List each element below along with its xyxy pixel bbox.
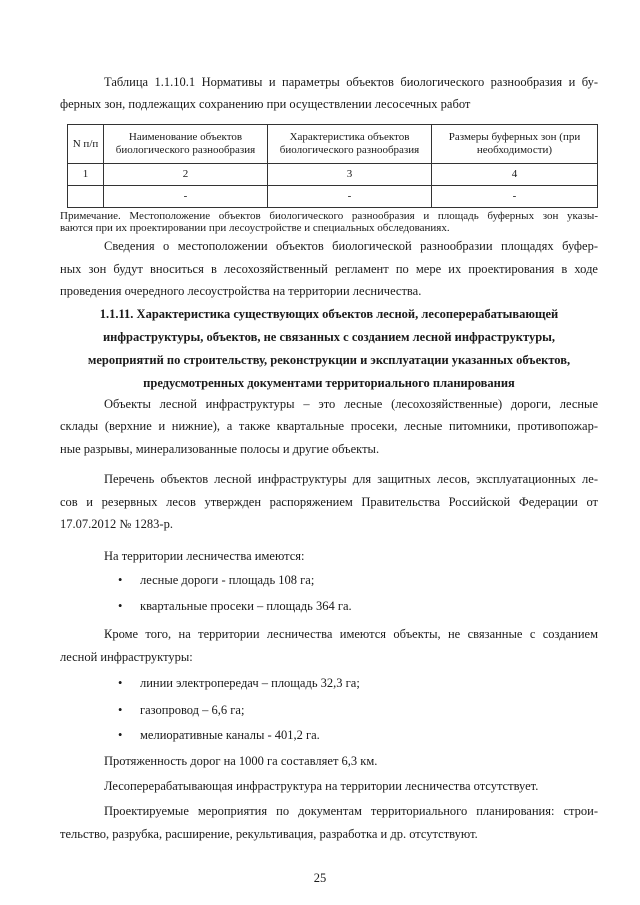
bullet-icon: •	[118, 728, 123, 742]
paragraph-3-line-2: сов и резервных лесов утвержден распоряжением Правительства Российской Федерации от	[60, 495, 598, 509]
paragraph-5-line-1: Кроме того, на территории лесничества имеются объекты, не связанные с созданием	[104, 627, 598, 641]
table-cell: -	[268, 186, 432, 208]
paragraph-8-line-2: тельство, разрубка, расширение, рекультивация, разработка и др. отсутствуют.	[60, 827, 478, 841]
paragraph-2-line-1: Объекты лесной инфраструктуры – это лесные (лесохозяйственные) дороги, лесные	[104, 397, 598, 411]
paragraph-1-line-3: проведения очередного лесоустройства на территории лесничества.	[60, 284, 422, 298]
list-item-text: линии электропередач – площадь 32,3 га;	[140, 676, 360, 690]
table-cell: 4	[432, 164, 598, 186]
section-heading-line-2: инфраструктуры, объектов, не связанных с созданием лесной инфраструктуры,	[102, 330, 556, 344]
table-cell: 1	[68, 164, 104, 186]
section-heading-line-3: мероприятий по строительству, реконструкции и эксплуатации указанных объектов,	[87, 353, 571, 367]
bullet-icon: •	[118, 676, 123, 690]
paragraph-4: На территории лесничества имеются:	[104, 549, 305, 563]
table-header-cell: Характеристика объектов биологического разнообразия	[268, 125, 432, 164]
page-number: 25	[313, 871, 327, 885]
paragraph-2-line-2: склады (верхние и нижние), а также квартальные просеки, лесные питомники, противопожар-	[60, 419, 598, 433]
table-header-row	[68, 125, 598, 164]
paragraph-1-line-1: Сведения о местоположении объектов биологической разнообразии площадях буфер-	[104, 239, 598, 253]
table-cell: -	[104, 186, 268, 208]
list-item	[118, 673, 588, 693]
list-item	[118, 700, 588, 720]
paragraph-1-line-2: ных зон будут вноситься в лесохозяйственный регламент по мере их проектирования в ходе	[60, 262, 598, 276]
paragraph-2-line-3: ные разрывы, минерализованные полосы и другие объекты.	[60, 442, 380, 456]
table-cell	[68, 186, 104, 208]
paragraph-8-line-1: Проектируемые мероприятия по документам территориального планирования: строи-	[104, 804, 598, 818]
list-item	[118, 725, 588, 745]
table-cell: 3	[268, 164, 432, 186]
paragraph-3-line-3: 17.07.2012 № 1283-р.	[60, 517, 173, 531]
table-caption-line-2: ферных зон, подлежащих сохранению при осуществлении лесосечных работ	[60, 97, 471, 111]
list-item-text: газопровод – 6,6 га;	[140, 703, 245, 717]
list-item	[118, 570, 588, 590]
table-note	[60, 210, 598, 234]
bullet-icon: •	[118, 599, 123, 613]
table-note-line-2: ваются при их проектировании при лесоустройстве и специальных обследованиях.	[60, 222, 450, 234]
table-header-cell: N п/п	[68, 125, 104, 164]
table-cell: 2	[104, 164, 268, 186]
paragraph-5-line-2: лесной инфраструктуры:	[60, 650, 193, 664]
list-item-text: мелиоративные каналы - 401,2 га.	[140, 728, 320, 742]
table-row	[68, 186, 598, 208]
table-header-cell: Размеры буферных зон (при необходимости)	[432, 125, 598, 164]
table-caption-line-1: Таблица 1.1.10.1 Нормативы и параметры объектов биологического разнообразия и бу-	[104, 75, 598, 89]
table-header-cell: Наименование объектов биологического разнообразия	[104, 125, 268, 164]
list-item-text: квартальные просеки – площадь 364 га.	[140, 599, 352, 613]
bullet-icon: •	[118, 573, 123, 587]
paragraph-3-line-1: Перечень объектов лесной инфраструктуры для защитных лесов, эксплуатационных ле-	[104, 472, 598, 486]
table-note-line-1: Примечание. Местоположение объектов биологического разнообразия и площадь буферных зон указы-	[60, 210, 598, 222]
biodiversity-table	[67, 124, 598, 208]
paragraph-7: Лесоперерабатывающая инфраструктура на территории лесничества отсутствует.	[104, 779, 539, 793]
bullet-icon: •	[118, 703, 123, 717]
table-cell: -	[432, 186, 598, 208]
section-heading-line-1: 1.1.11. Характеристика существующих объектов лесной, лесоперерабатывающей	[99, 307, 559, 321]
list-item-text: лесные дороги - площадь 108 га;	[140, 573, 315, 587]
table-number-row	[68, 164, 598, 186]
section-heading-line-4: предусмотренных документами территориального планирования	[143, 376, 515, 390]
list-item	[118, 596, 588, 616]
paragraph-6: Протяженность дорог на 1000 га составляет 6,3 км.	[104, 754, 378, 768]
